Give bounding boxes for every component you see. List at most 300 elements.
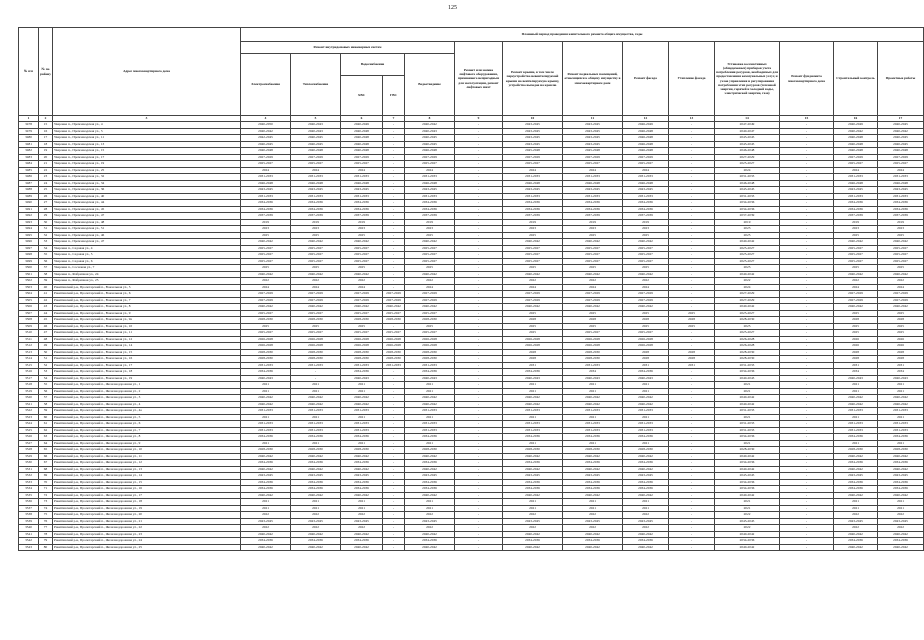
table-cell: 2031-2033: [503, 408, 563, 415]
table-cell: 2040-2042: [623, 544, 669, 551]
table-cell: -: [669, 148, 715, 155]
table-cell: -: [455, 414, 503, 421]
table-cell: -: [669, 193, 715, 200]
table-cell: 2043-2045: [241, 187, 291, 194]
table-cell: 2034-2036: [341, 200, 383, 207]
table-cell: 2028: [834, 356, 878, 363]
table-cell: 2025-2027: [405, 330, 455, 337]
table-cell: 2040-2042: [878, 271, 924, 278]
table-cell: 2040-2042: [291, 492, 341, 499]
table-cell: -: [780, 408, 834, 415]
table-cell: 2028-2030: [715, 317, 780, 324]
table-cell: 2023: [503, 226, 563, 233]
table-cell: 2043-2045: [291, 187, 341, 194]
table-cell: -: [780, 369, 834, 376]
table-cell: 2037-2039: [241, 213, 291, 220]
table-cell: 2040-2043: [503, 375, 563, 382]
table-cell: 2025-2027: [383, 310, 405, 317]
table-cell: 2025-2027: [878, 258, 924, 265]
table-cell: 2024: [341, 167, 383, 174]
table-cell: 2034-2036: [503, 479, 563, 486]
table-cell: -: [455, 245, 503, 252]
table-cell: 2040-2042: [623, 401, 669, 408]
table-cell: 2043-2045: [241, 518, 291, 525]
table-cell: 2040-2042: [241, 401, 291, 408]
table-cell: 2031-2033: [503, 427, 563, 434]
table-cell: 2046-2048: [341, 180, 383, 187]
table-cell: 2034-2036: [503, 206, 563, 213]
table-cell: -: [455, 505, 503, 512]
table-cell: -: [669, 395, 715, 402]
address-cell: Уваровка п., Промзаводская ул., 36: [53, 187, 241, 194]
address-cell: Ракитинский р-н, Пролетарский п., Вокзальная ул., 8: [53, 304, 241, 311]
table-cell: 40: [39, 284, 53, 291]
table-cell: 2025-2027: [291, 245, 341, 252]
table-cell: 2025: [341, 232, 383, 239]
address-cell: Ракитинский р-н, Пролетарский п., Железнодорожная ул., 5: [53, 414, 241, 421]
table-cell: 2021: [341, 440, 383, 447]
table-cell: 2027-2029: [715, 291, 780, 298]
table-cell: -: [780, 219, 834, 226]
table-cell: 2025: [878, 330, 924, 337]
address-cell: Уваровка п., Промзаводская ул., 47: [53, 213, 241, 220]
table-cell: 2043-2045: [834, 187, 878, 194]
table-cell: 2043-2045: [563, 141, 623, 148]
table-cell: -: [383, 421, 405, 428]
table-cell: 2031-2033: [405, 427, 455, 434]
table-cell: -: [669, 226, 715, 233]
table-cell: 2040-2042: [241, 492, 291, 499]
table-cell: 2021: [563, 505, 623, 512]
table-cell: 61: [39, 421, 53, 428]
table-cell: -: [383, 122, 405, 129]
table-cell: 3526: [19, 434, 39, 441]
table-cell: -: [780, 167, 834, 174]
table-cell: 2037-2039: [623, 213, 669, 220]
table-cell: 2027-2029: [715, 154, 780, 161]
table-cell: -: [780, 414, 834, 421]
table-cell: 2028-2030: [405, 447, 455, 454]
table-cell: 2040-2043: [405, 375, 455, 382]
table-cell: -: [383, 486, 405, 493]
table-cell: 2040-2042: [291, 271, 341, 278]
table-cell: 3502: [19, 278, 39, 285]
table-cell: 2025-2027: [383, 330, 405, 337]
table-cell: 2040-2042: [241, 271, 291, 278]
table-cell: 2040-2042: [834, 531, 878, 538]
table-cell: 2034-2036: [405, 486, 455, 493]
table-cell: 2025: [878, 232, 924, 239]
table-cell: 2034-2036: [878, 200, 924, 207]
table-cell: 2022: [623, 512, 669, 519]
table-cell: -: [455, 297, 503, 304]
table-cell: 68: [39, 466, 53, 473]
header-address: Адрес многоквартирного дома: [53, 28, 241, 116]
table-cell: 2031-2033: [383, 362, 405, 369]
table-cell: 2021: [563, 382, 623, 389]
table-cell: 2025-2027: [341, 245, 383, 252]
table-cell: -: [455, 265, 503, 272]
table-cell: 2024: [503, 284, 563, 291]
address-cell: Уваровка п., Промзаводская ул., 45: [53, 206, 241, 213]
table-cell: 3541: [19, 531, 39, 538]
table-cell: 2034-2036: [715, 200, 780, 207]
table-cell: -: [669, 434, 715, 441]
table-cell: 22: [39, 167, 53, 174]
table-cell: -: [780, 278, 834, 285]
table-cell: 74: [39, 505, 53, 512]
table-cell: 2024: [563, 284, 623, 291]
table-cell: -: [780, 479, 834, 486]
table-cell: -: [383, 453, 405, 460]
table-cell: 2034-2036: [715, 434, 780, 441]
table-cell: 3481: [19, 141, 39, 148]
table-cell: 2028: [834, 317, 878, 324]
table-cell: 2043-2045: [503, 187, 563, 194]
table-cell: -: [780, 141, 834, 148]
table-cell: -: [383, 135, 405, 142]
table-cell: 2040-2042: [291, 453, 341, 460]
table-cell: 2040-2042: [405, 304, 455, 311]
table-cell: -: [455, 349, 503, 356]
table-cell: -: [669, 128, 715, 135]
table-cell: -: [780, 486, 834, 493]
table-cell: -: [780, 297, 834, 304]
table-cell: 2026: [834, 343, 878, 350]
table-cell: 2027-2029: [623, 154, 669, 161]
table-cell: 3520: [19, 395, 39, 402]
table-cell: 64: [39, 440, 53, 447]
address-cell: Уваровка п., Промзаводская ул., 4: [53, 122, 241, 129]
column-number: 5: [291, 116, 341, 122]
table-cell: 2022: [405, 512, 455, 519]
table-cell: 2034-2036: [291, 434, 341, 441]
table-cell: 2034-2036: [241, 200, 291, 207]
table-cell: 2025: [405, 232, 455, 239]
table-cell: -: [780, 135, 834, 142]
table-cell: 2043-2045: [405, 473, 455, 480]
table-cell: 75: [39, 512, 53, 519]
table-cell: 2040-2042: [341, 239, 383, 246]
table-cell: -: [669, 278, 715, 285]
table-cell: 2023: [291, 226, 341, 233]
table-cell: 2022: [623, 278, 669, 285]
table-cell: 3488: [19, 187, 39, 194]
table-cell: 2028-2030: [291, 447, 341, 454]
table-cell: 3536: [19, 499, 39, 506]
table-cell: 2021: [405, 388, 455, 395]
table-cell: 2040-2045: [291, 135, 341, 142]
table-cell: -: [669, 161, 715, 168]
table-cell: -: [455, 141, 503, 148]
table-cell: -: [780, 226, 834, 233]
table-cell: 2028: [623, 356, 669, 363]
table-cell: -: [669, 284, 715, 291]
table-cell: 2021: [241, 440, 291, 447]
table-cell: 2040-2042: [715, 401, 780, 408]
table-cell: 79: [39, 538, 53, 545]
table-cell: 2025: [405, 323, 455, 330]
table-cell: 2031-2033: [241, 174, 291, 181]
table-cell: 53: [39, 369, 53, 376]
table-cell: -: [455, 421, 503, 428]
table-cell: 2025-2027: [834, 245, 878, 252]
table-cell: 2025-2027: [834, 161, 878, 168]
table-cell: 2046-2048: [623, 141, 669, 148]
table-cell: 2042-2045: [241, 135, 291, 142]
table-cell: 2025: [241, 323, 291, 330]
table-cell: -: [383, 395, 405, 402]
table-cell: 2025-2027: [834, 258, 878, 265]
table-cell: 3518: [19, 382, 39, 389]
table-cell: 72: [39, 492, 53, 499]
table-cell: -: [780, 447, 834, 454]
table-cell: 3503: [19, 284, 39, 291]
table-cell: 2028-2030: [715, 349, 780, 356]
table-cell: 2025-2027: [563, 258, 623, 265]
table-cell: -: [383, 414, 405, 421]
table-cell: -: [455, 174, 503, 181]
table-cell: 2027-2029: [241, 154, 291, 161]
table-cell: 2027-2029: [241, 291, 291, 298]
table-cell: -: [455, 369, 503, 376]
table-cell: -: [780, 245, 834, 252]
table-cell: 2040-2042: [291, 239, 341, 246]
table-cell: 19: [39, 148, 53, 155]
table-cell: 77: [39, 525, 53, 532]
table-cell: -: [455, 343, 503, 350]
table-cell: 2040-2042: [563, 466, 623, 473]
table-cell: 2028-2030: [341, 356, 383, 363]
table-cell: -: [455, 291, 503, 298]
table-cell: 2040-2042: [623, 453, 669, 460]
table-cell: 26: [39, 193, 53, 200]
column-number: 16: [834, 116, 878, 122]
address-cell: Уваровка п., Промзаводская ул., 13: [53, 141, 241, 148]
table-cell: 2021: [341, 382, 383, 389]
address-cell: Уваровка п., Промзаводская ул., 5: [53, 128, 241, 135]
table-cell: 2025-2027: [503, 245, 563, 252]
table-cell: 41: [39, 291, 53, 298]
table-cell: -: [455, 330, 503, 337]
table-cell: 2040-2048: [341, 128, 383, 135]
table-cell: 2025: [834, 265, 878, 272]
table-cell: 2024: [715, 167, 780, 174]
header-no-district: № по району: [39, 28, 53, 116]
table-cell: 2025-2027: [241, 258, 291, 265]
table-cell: 2031-2033: [878, 408, 924, 415]
table-cell: 2027-2029: [834, 297, 878, 304]
table-row: [19, 544, 924, 551]
table-cell: -: [455, 460, 503, 467]
column-number: 13: [669, 116, 715, 122]
table-cell: 2022: [341, 525, 383, 532]
table-cell: 2034-2036: [291, 486, 341, 493]
table-cell: -: [780, 265, 834, 272]
table-cell: -: [669, 180, 715, 187]
table-cell: 2040-2042: [405, 466, 455, 473]
table-cell: 2034-2036: [563, 460, 623, 467]
table-cell: 2024: [241, 284, 291, 291]
table-cell: 2022: [241, 278, 291, 285]
table-cell: 2043-2045: [563, 473, 623, 480]
table-cell: 2040-2042: [715, 271, 780, 278]
table-cell: 2040-2042: [405, 239, 455, 246]
table-cell: 2024: [341, 284, 383, 291]
table-cell: 3510: [19, 330, 39, 337]
table-cell: 2043-2045: [715, 518, 780, 525]
table-cell: -: [455, 518, 503, 525]
table-cell: 2021: [291, 440, 341, 447]
address-cell: Ракитинский р-н, Пролетарский п., Железнодорожная ул., 7: [53, 427, 241, 434]
table-cell: 2034-2036: [341, 486, 383, 493]
table-cell: 2022: [241, 512, 291, 519]
table-cell: -: [383, 265, 405, 272]
table-cell: -: [455, 499, 503, 506]
table-cell: 2040-2049: [341, 122, 383, 129]
table-cell: -: [383, 447, 405, 454]
table-cell: 2034-2036: [834, 206, 878, 213]
table-cell: 2040-2042: [623, 271, 669, 278]
table-cell: 2040-2042: [834, 453, 878, 460]
table-cell: 59: [39, 408, 53, 415]
table-cell: 2040-2042: [563, 531, 623, 538]
table-cell: 2043-2045: [834, 473, 878, 480]
table-cell: 56: [39, 388, 53, 395]
table-cell: 2040-2048: [341, 141, 383, 148]
table-cell: 2027-2029: [405, 291, 455, 298]
table-cell: 3493: [19, 219, 39, 226]
table-cell: 2031: [623, 362, 669, 369]
table-cell: 2043-2045: [241, 473, 291, 480]
table-cell: 33: [39, 239, 53, 246]
address-cell: Ракитинский р-н, Пролетарский п., Железнодорожная ул., 14: [53, 473, 241, 480]
header-sewer: Водоотведение: [405, 54, 455, 116]
table-cell: -: [780, 161, 834, 168]
table-cell: -: [455, 440, 503, 447]
table-cell: 2040-2042: [834, 271, 878, 278]
table-cell: 3497: [19, 245, 39, 252]
table-cell: -: [669, 219, 715, 226]
table-cell: 2043-2045: [623, 518, 669, 525]
table-cell: -: [780, 336, 834, 343]
table-cell: 2040-2045: [241, 141, 291, 148]
header-design: Проектные работы: [878, 42, 924, 116]
table-cell: -: [455, 447, 503, 454]
table-cell: -: [383, 271, 405, 278]
table-cell: -: [780, 343, 834, 350]
table-cell: 2031-2033: [834, 408, 878, 415]
table-cell: 2028: [878, 349, 924, 356]
table-cell: -: [383, 187, 405, 194]
table-cell: 2021: [715, 388, 780, 395]
table-cell: 2040-2050: [241, 122, 291, 129]
table-cell: 2040-2042: [715, 466, 780, 473]
table-cell: 2034-2036: [563, 479, 623, 486]
table-cell: 2040-2042: [878, 492, 924, 499]
table-cell: 2034-2036: [715, 486, 780, 493]
table-cell: 2040-2042: [503, 453, 563, 460]
table-cell: 2026-2028: [341, 343, 383, 350]
table-cell: 2025-2027: [241, 330, 291, 337]
address-cell: Уваровка п., Фабричная ул., 25: [53, 278, 241, 285]
table-cell: 2040-2042: [405, 401, 455, 408]
table-cell: 2034-2036: [878, 486, 924, 493]
table-cell: -: [669, 486, 715, 493]
table-cell: 18: [39, 141, 53, 148]
table-cell: 2021: [623, 440, 669, 447]
table-cell: 2026-2028: [623, 343, 669, 350]
table-cell: 2031-2033: [241, 193, 291, 200]
table-cell: 2040-2042: [241, 304, 291, 311]
address-cell: Ракитинский р-н, Пролетарский п., Железнодорожная ул., 23: [53, 531, 241, 538]
table-cell: 2031-2033: [341, 427, 383, 434]
table-cell: 2043-2045: [503, 128, 563, 135]
address-cell: Ракитинский р-н, Пролетарский п., Вокзальная ул., 17: [53, 362, 241, 369]
table-cell: 2034-2036: [503, 486, 563, 493]
table-cell: 2031: [878, 362, 924, 369]
table-cell: 2043-2045: [503, 141, 563, 148]
table-cell: 2021: [341, 388, 383, 395]
table-cell: -: [383, 278, 405, 285]
table-cell: 2040-2042: [503, 271, 563, 278]
table-cell: 2025-2027: [715, 310, 780, 317]
table-cell: 2028-2030: [563, 447, 623, 454]
address-cell: Ракитинский р-н, Пролетарский п., Вокзальная ул., 19: [53, 375, 241, 382]
table-cell: 2024: [715, 284, 780, 291]
address-cell: Ракитинский р-н, Пролетарский п., Железнодорожная ул., 2: [53, 388, 241, 395]
table-cell: 2043-2045: [878, 187, 924, 194]
address-cell: Ракитинский р-н, Пролетарский п., Железнодорожная ул., 18: [53, 499, 241, 506]
table-cell: 2027-2029: [291, 297, 341, 304]
table-cell: 2025: [669, 310, 715, 317]
table-cell: 46: [39, 323, 53, 330]
table-cell: 2040-2042: [405, 271, 455, 278]
table-cell: 2025-2027: [291, 330, 341, 337]
table-cell: 58: [39, 401, 53, 408]
table-cell: 2031-2033: [834, 174, 878, 181]
table-cell: 2025: [878, 323, 924, 330]
table-cell: 29: [39, 213, 53, 220]
table-cell: 2026-2028: [715, 343, 780, 350]
table-cell: -: [455, 278, 503, 285]
table-cell: -: [383, 258, 405, 265]
table-cell: 2025-2027: [715, 252, 780, 259]
column-number: 17: [878, 116, 924, 122]
table-cell: 2028-2030: [341, 317, 383, 324]
table-cell: 2025-2027: [291, 161, 341, 168]
table-cell: 43: [39, 304, 53, 311]
table-cell: 2025-2027: [405, 245, 455, 252]
table-cell: 2040-2042: [341, 271, 383, 278]
table-cell: 2026-2028: [563, 336, 623, 343]
table-cell: 2025-2027: [503, 252, 563, 259]
table-cell: 2040-2048: [291, 148, 341, 155]
table-cell: 2046-2048: [715, 148, 780, 155]
column-number: 2: [39, 116, 53, 122]
table-cell: 2040-2048: [834, 141, 878, 148]
address-cell: Ракитинский р-н, Пролетарский п., Вокзальная ул., 16: [53, 356, 241, 363]
address-cell: Ракитинский р-н, Пролетарский п., Вокзальная ул., 6: [53, 291, 241, 298]
table-cell: -: [669, 369, 715, 376]
table-cell: 3522: [19, 408, 39, 415]
column-number: 4: [241, 116, 291, 122]
column-number: 9: [455, 116, 503, 122]
table-cell: 2040-2045: [405, 141, 455, 148]
table-cell: 2043-2045: [503, 518, 563, 525]
table-cell: 2027-2029: [503, 297, 563, 304]
table-cell: 2026-2028: [383, 336, 405, 343]
